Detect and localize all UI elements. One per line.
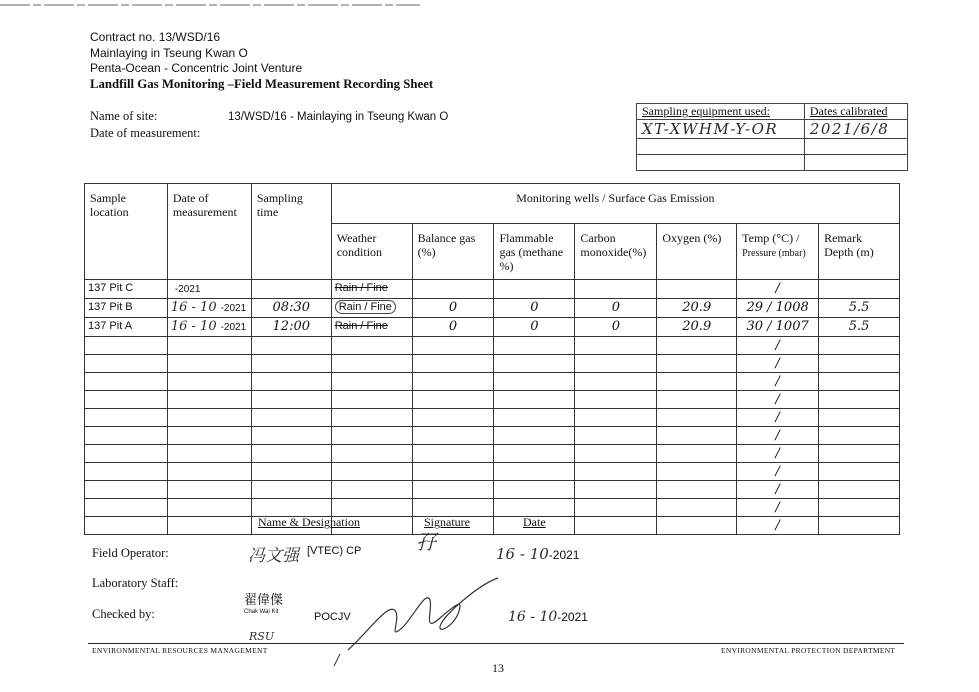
table-cell-weather <box>331 337 412 355</box>
table-cell-time <box>251 481 331 499</box>
table-cell-remark <box>819 355 900 373</box>
table-cell-weather <box>331 280 412 299</box>
col-pressure-label: Pressure (mbar) <box>742 248 806 259</box>
signature-heading: Signature <box>424 515 470 529</box>
table-cell-time <box>251 373 331 391</box>
contract-number: Contract no. 13/WSD/16 <box>90 30 221 44</box>
table-cell-tp: / <box>737 499 819 517</box>
table-cell-flam <box>494 337 575 355</box>
field-operator-date-year: -2021 <box>548 548 580 562</box>
table-cell-date <box>167 499 251 517</box>
table-cell-o2 <box>657 517 737 535</box>
col-group-monitoring-wells: Monitoring wells / Surface Gas Emission <box>331 184 899 224</box>
table-cell-loc <box>85 463 168 481</box>
table-cell-loc: 137 Pit A <box>85 318 168 337</box>
table-cell-flam <box>494 427 575 445</box>
table-cell-date <box>167 355 251 373</box>
table-cell-balance <box>412 355 494 373</box>
table-cell-time <box>251 445 331 463</box>
date-year: -2021 <box>220 322 247 333</box>
table-row <box>85 391 900 409</box>
table-cell-o2 <box>657 481 737 499</box>
table-cell-date <box>167 373 251 391</box>
table-row <box>85 427 900 445</box>
table-cell-co <box>575 280 657 299</box>
table-cell-loc <box>85 391 168 409</box>
table-cell-remark <box>819 337 900 355</box>
table-cell-co: 0 <box>575 318 657 337</box>
table-cell-weather <box>331 499 412 517</box>
table-cell-flam <box>494 445 575 463</box>
table-cell-remark <box>819 280 900 299</box>
table-cell-o2: 20.9 <box>657 318 737 337</box>
equipment-blank-cell <box>804 155 907 171</box>
table-cell-flam <box>494 373 575 391</box>
table-cell-time <box>251 337 331 355</box>
table-cell-weather <box>331 373 412 391</box>
table-cell-balance <box>412 445 494 463</box>
weather-value: Rain / Fine <box>334 320 388 332</box>
table-cell-balance: 0 <box>412 299 494 318</box>
table-cell-tp: / <box>737 373 819 391</box>
table-cell-flam: 0 <box>494 318 575 337</box>
table-row <box>85 299 900 318</box>
table-cell-loc: 137 Pit B <box>85 299 168 318</box>
page-number: 13 <box>492 661 504 675</box>
table-cell-co <box>575 391 657 409</box>
table-cell-weather <box>331 318 412 337</box>
table-cell-tp: / <box>737 517 819 535</box>
sheet-title: Landfill Gas Monitoring –Field Measurement Recording Sheet <box>90 76 434 91</box>
table-cell-tp: / <box>737 391 819 409</box>
table-cell-balance <box>412 463 494 481</box>
col-temp-label: Temp (°C) / <box>742 231 800 245</box>
table-cell-o2: 20.9 <box>657 299 737 318</box>
footer-rule <box>88 643 904 644</box>
table-cell-balance <box>412 499 494 517</box>
col-temp-pressure <box>737 224 819 280</box>
table-cell-tp: / <box>737 427 819 445</box>
col-carbon-monoxide: Carbon monoxide(%) <box>575 224 657 280</box>
checker-signature-scribble <box>330 570 510 670</box>
table-cell-tp: 29 / 1008 <box>737 299 819 318</box>
table-cell-date <box>167 463 251 481</box>
table-cell-balance <box>412 280 494 299</box>
table-cell-co <box>575 355 657 373</box>
equipment-blank-cell <box>637 155 805 171</box>
field-operator-date <box>496 545 579 563</box>
table-cell-loc: 137 Pit C <box>85 280 168 299</box>
table-cell-time <box>251 409 331 427</box>
document-header <box>90 30 433 92</box>
table-cell-date <box>167 299 251 318</box>
table-row <box>85 337 900 355</box>
table-cell-tp: / <box>737 481 819 499</box>
table-row <box>85 499 900 517</box>
table-cell-flam <box>494 280 575 299</box>
table-cell-time: 12:00 <box>251 318 331 337</box>
table-cell-tp: / <box>737 463 819 481</box>
table-cell-co <box>575 499 657 517</box>
table-cell-date <box>167 280 251 299</box>
table-cell-remark <box>819 373 900 391</box>
table-cell-balance <box>412 427 494 445</box>
date-year: -2021 <box>174 284 201 295</box>
col-sample-location: Sample location <box>85 184 168 280</box>
table-cell-tp: / <box>737 337 819 355</box>
table-cell-flam <box>494 481 575 499</box>
table-cell-date <box>167 409 251 427</box>
weather-value: Rain / Fine <box>335 300 396 314</box>
table-cell-tp: 30 / 1007 <box>737 318 819 337</box>
table-row <box>85 481 900 499</box>
table-cell-loc <box>85 409 168 427</box>
table-cell-o2 <box>657 337 737 355</box>
table-cell-flam <box>494 463 575 481</box>
checker-date-year: -2021 <box>557 610 588 624</box>
table-cell-weather <box>331 463 412 481</box>
site-name-value: 13/WSD/16 - Mainlaying in Tseung Kwan O <box>228 111 449 123</box>
table-cell-o2 <box>657 355 737 373</box>
col-flammable-gas: Flammable gas (methane %) <box>494 224 575 280</box>
table-cell-flam: 0 <box>494 299 575 318</box>
date-heading: Date <box>523 515 546 529</box>
table-row <box>85 280 900 299</box>
table-row <box>85 445 900 463</box>
table-cell-time <box>251 355 331 373</box>
table-cell-tp: / <box>737 445 819 463</box>
grid-body <box>85 280 900 535</box>
table-cell-co <box>575 337 657 355</box>
table-cell-remark <box>819 427 900 445</box>
col-remark-depth: Remark Depth (m) <box>819 224 900 280</box>
table-cell-co <box>575 463 657 481</box>
table-cell-loc <box>85 427 168 445</box>
footer-right: ENVIRONMENTAL PROTECTION DEPARTMENT <box>721 646 896 655</box>
checker-initials: RSU <box>249 630 275 643</box>
equipment-used-label: Sampling equipment used: <box>637 104 805 120</box>
table-cell-tp: / <box>737 280 819 299</box>
field-operator-date-handwritten: 16 - 10 <box>496 545 549 563</box>
date-handwritten: 16 - 10 <box>170 300 217 315</box>
checker-date <box>508 609 588 625</box>
field-operator-designation: [VTEC) CP <box>307 545 362 557</box>
table-cell-loc <box>85 373 168 391</box>
table-cell-time <box>251 463 331 481</box>
table-cell-weather <box>331 427 412 445</box>
col-weather: Weather condition <box>331 224 412 280</box>
table-cell-remark <box>819 517 900 535</box>
recording-grid <box>84 183 900 535</box>
table-cell-date <box>167 391 251 409</box>
footer-left: ENVIRONMENTAL RESOURCES MANAGEMENT <box>92 646 268 655</box>
table-row <box>85 373 900 391</box>
table-cell-weather <box>331 355 412 373</box>
checker-designation: POCJV <box>314 611 351 623</box>
table-cell-flam <box>494 355 575 373</box>
checker-name-chinese: 翟偉傑 <box>244 592 284 607</box>
name-designation-heading: Name & Designation <box>258 515 360 529</box>
project-name: Mainlaying in Tseung Kwan O <box>90 45 248 60</box>
table-cell-loc <box>85 517 168 535</box>
table-cell-co <box>575 445 657 463</box>
contractor-name: Penta-Ocean - Concentric Joint Venture <box>90 61 303 75</box>
col-date-of-measurement: Date of measurement <box>167 184 251 280</box>
table-row <box>85 409 900 427</box>
table-cell-remark <box>819 445 900 463</box>
table-cell-flam <box>494 409 575 427</box>
table-cell-time <box>251 391 331 409</box>
table-cell-date <box>167 445 251 463</box>
table-cell-remark <box>819 391 900 409</box>
table-cell-loc <box>85 481 168 499</box>
checker-date-handwritten: 16 - 10 <box>508 609 558 625</box>
table-cell-remark <box>819 409 900 427</box>
table-cell-balance <box>412 373 494 391</box>
col-oxygen: Oxygen (%) <box>657 224 737 280</box>
table-cell-remark <box>819 499 900 517</box>
equipment-table <box>636 103 908 171</box>
table-row <box>85 463 900 481</box>
col-sampling-time: Sampling time <box>251 184 331 280</box>
date-handwritten: 16 - 10 <box>170 319 217 334</box>
table-cell-balance <box>412 409 494 427</box>
table-cell-date <box>167 427 251 445</box>
table-cell-tp: / <box>737 355 819 373</box>
table-cell-balance <box>412 481 494 499</box>
table-cell-time <box>251 499 331 517</box>
table-cell-o2 <box>657 463 737 481</box>
weather-value: Rain / Fine <box>334 282 388 294</box>
table-row <box>85 318 900 337</box>
col-balance-gas: Balance gas (%) <box>412 224 494 280</box>
table-row <box>85 355 900 373</box>
table-cell-o2 <box>657 280 737 299</box>
table-cell-co <box>575 373 657 391</box>
table-cell-loc <box>85 355 168 373</box>
equipment-blank-cell <box>637 139 805 155</box>
field-operator-name-handwritten: 冯文强 <box>248 546 299 566</box>
equipment-used-value: XT-XWHM-Y-OR <box>637 120 805 139</box>
table-cell-co <box>575 481 657 499</box>
table-cell-loc <box>85 337 168 355</box>
checked-by-label: Checked by: <box>92 607 155 621</box>
equipment-blank-cell <box>804 139 907 155</box>
site-name-label: Name of site: <box>90 109 158 123</box>
table-cell-date <box>167 337 251 355</box>
table-cell-date <box>167 481 251 499</box>
measurement-date-label: Date of measurement: <box>90 126 201 140</box>
table-cell-weather <box>331 409 412 427</box>
scan-edge-line <box>0 4 979 8</box>
table-cell-remark <box>819 481 900 499</box>
table-cell-o2 <box>657 427 737 445</box>
table-cell-co: 0 <box>575 299 657 318</box>
table-cell-weather <box>331 445 412 463</box>
field-operator-signature: 孖 <box>416 530 436 554</box>
table-cell-co <box>575 409 657 427</box>
table-cell-weather <box>331 299 412 318</box>
table-cell-o2 <box>657 409 737 427</box>
checker-chop <box>244 593 283 619</box>
table-cell-time: 08:30 <box>251 299 331 318</box>
table-cell-o2 <box>657 373 737 391</box>
table-cell-weather <box>331 391 412 409</box>
table-cell-balance <box>412 391 494 409</box>
table-cell-weather <box>331 481 412 499</box>
checker-name-english: Chak Wai Kit <box>244 609 279 615</box>
field-operator-label: Field Operator: <box>92 546 169 560</box>
table-cell-o2 <box>657 391 737 409</box>
date-year: -2021 <box>220 303 247 314</box>
table-cell-balance: 0 <box>412 318 494 337</box>
site-info <box>90 108 448 141</box>
table-cell-date <box>167 318 251 337</box>
table-cell-time <box>251 280 331 299</box>
table-cell-remark: 5.5 <box>819 318 900 337</box>
table-cell-co <box>575 517 657 535</box>
table-cell-loc <box>85 445 168 463</box>
table-row <box>85 517 900 535</box>
table-cell-date <box>167 517 251 535</box>
table-cell-co <box>575 427 657 445</box>
table-cell-remark <box>819 463 900 481</box>
table-cell-time <box>251 427 331 445</box>
table-cell-loc <box>85 499 168 517</box>
table-cell-tp: / <box>737 409 819 427</box>
table-cell-o2 <box>657 499 737 517</box>
table-cell-remark: 5.5 <box>819 299 900 318</box>
table-cell-balance <box>412 337 494 355</box>
table-cell-o2 <box>657 445 737 463</box>
table-cell-flam <box>494 391 575 409</box>
laboratory-staff-label: Laboratory Staff: <box>92 576 179 590</box>
dates-calibrated-label: Dates calibrated <box>804 104 907 120</box>
table-cell-flam <box>494 499 575 517</box>
dates-calibrated-value: 2021/6/8 <box>804 120 907 139</box>
